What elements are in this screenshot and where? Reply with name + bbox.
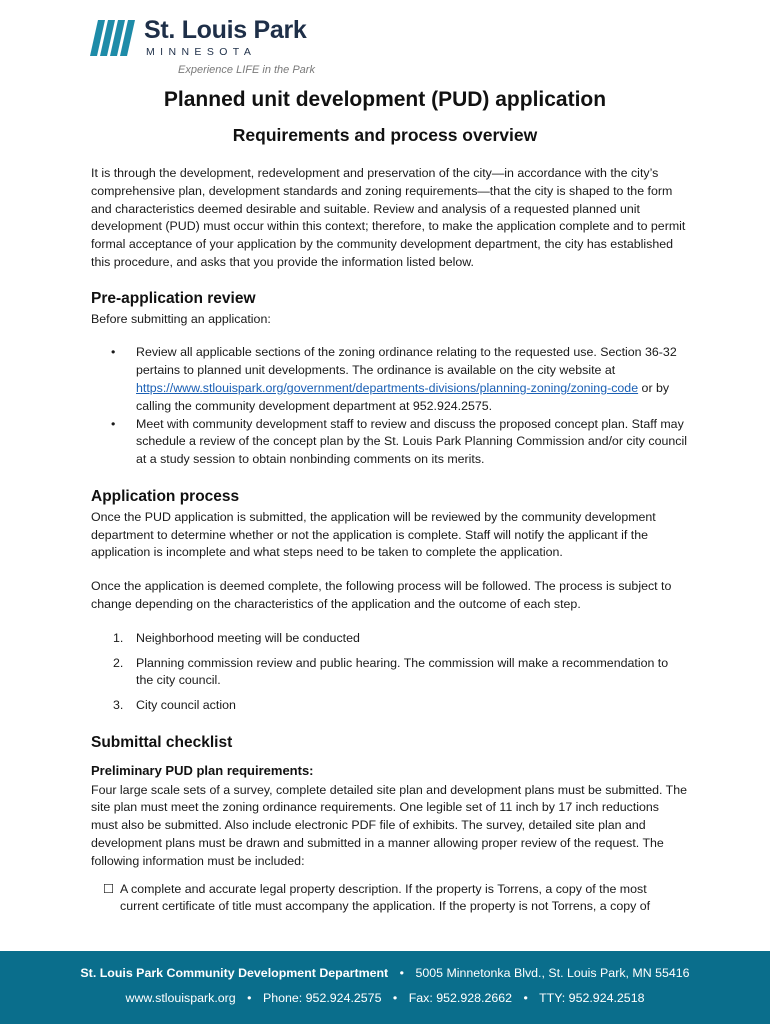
logo-tagline: Experience LIFE in the Park (178, 64, 315, 76)
bullet-text: or by calling the community development department at 952.924.2575. (136, 380, 670, 413)
logo-city-name: St. Louis Park (144, 16, 307, 44)
checklist-paragraph: Four large scale sets of a survey, complete detailed site plan and development plans must be submitted. The site plan must meet the zoning ordinance requirements. One legible set of 11 inch by 17 inch reductions must also be submitted. Also include electronic PDF file of exhibits. The survey, detailed site plan and development plans must be drawn and submitted in a manner allowing proper review of the request. The following information must be included: (91, 782, 687, 868)
step-text: Planning commission review and public hearing. The commission will make a recommendation to the city council. (136, 655, 669, 688)
checkbox[interactable]: ☐ (103, 881, 115, 896)
step-text: City council action (136, 698, 236, 713)
list-item (91, 416, 687, 469)
step-number: 2. (113, 655, 124, 670)
zoning-code-link[interactable]: https://www.stlouispark.org/government/departments-divisions/planning-zoning/zoning-code (136, 380, 639, 395)
footer-separator: • (523, 991, 528, 1005)
checklist-item (91, 881, 687, 917)
process-paragraph-2: Once the application is deemed complete, the following process will be followed. The process is subject to change depending on the characteristics of the application and the outcome of each step. (91, 579, 672, 611)
city-logo (90, 16, 350, 80)
process-paragraph-1: Once the PUD application is submitted, the application will be reviewed by the community development department to determine whether or not the application is complete. Staff will notify the applicant if the application is incomplete and what steps need to be taken to complete the application. (91, 509, 656, 560)
footer-address: 5005 Minnetonka Blvd., St. Louis Park, MN 55416 (415, 966, 690, 980)
step-number: 1. (113, 630, 124, 645)
intro-paragraph: It is through the development, redevelopment and preservation of the city—in accordance with the city’s comprehensive plan, development standards and zoning requirements—that the city is shaped to the form and characteristics deemed desirable and suitable. Review and analysis of a requested planned unit development (PUD) must occur within this context; therefore, to make the application complete and to permit formal acceptance of your application by the community development department, the city has established this procedure, and asks that you provide the information listed below. (91, 166, 686, 269)
footer-website[interactable]: www.stlouispark.org (125, 991, 236, 1005)
footer-separator: • (247, 991, 252, 1005)
footer-phone: Phone: 952.924.2575 (262, 991, 382, 1005)
process-steps-list (91, 630, 687, 715)
footer-line-1 (0, 966, 770, 980)
step-text: Neighborhood meeting will be conducted (136, 630, 360, 645)
bullet-icon: • (111, 416, 116, 431)
checklist-subheading: Preliminary PUD plan requirements: (91, 762, 314, 778)
document-body (91, 165, 687, 916)
process-heading: Application process (91, 487, 240, 505)
checklist-heading: Submittal checklist (91, 733, 233, 751)
bullet-text: Review all applicable sections of the zoning ordinance relating to the requested use. Section 36-32 pertains to planned unit developments. The ordinance is available on the city website at (136, 345, 677, 378)
footer-separator: • (392, 991, 398, 1005)
city-logo-stripes-icon (90, 20, 136, 56)
logo-state-name: MINNESOTA (146, 46, 257, 58)
footer-tty: TTY: 952.924.2518 (539, 991, 645, 1005)
preapp-list (91, 344, 687, 469)
page-subtitle: Requirements and process overview (232, 125, 538, 145)
footer-fax: Fax: 952.928.2662 (408, 991, 513, 1005)
list-item (91, 655, 687, 691)
bullet-text: Meet with community development staff to review and discuss the proposed concept plan. Staff may schedule a review of the concept plan by the St. Louis Park Planning Commission and/or city council at a study session to obtain nonbinding comments on its merits. (136, 416, 687, 467)
list-item (91, 630, 687, 648)
preapp-lead: Before submitting an application: (91, 311, 271, 326)
bullet-icon: • (111, 345, 116, 360)
list-item (91, 344, 687, 415)
footer-department: St. Louis Park Community Development Department (80, 966, 389, 980)
page-footer (0, 951, 770, 1024)
preapp-heading: Pre-application review (91, 289, 256, 307)
checklist-item-text: A complete and accurate legal property description. If the property is Torrens, a copy of the most current certificate of title must accompany the application. If the property is not Torrens, a copy of (120, 881, 651, 914)
page-title: Planned unit development (PUD) application (163, 88, 607, 111)
step-number: 3. (113, 698, 124, 713)
footer-line-2 (0, 991, 770, 1005)
list-item (91, 697, 687, 715)
footer-separator: • (399, 966, 404, 980)
